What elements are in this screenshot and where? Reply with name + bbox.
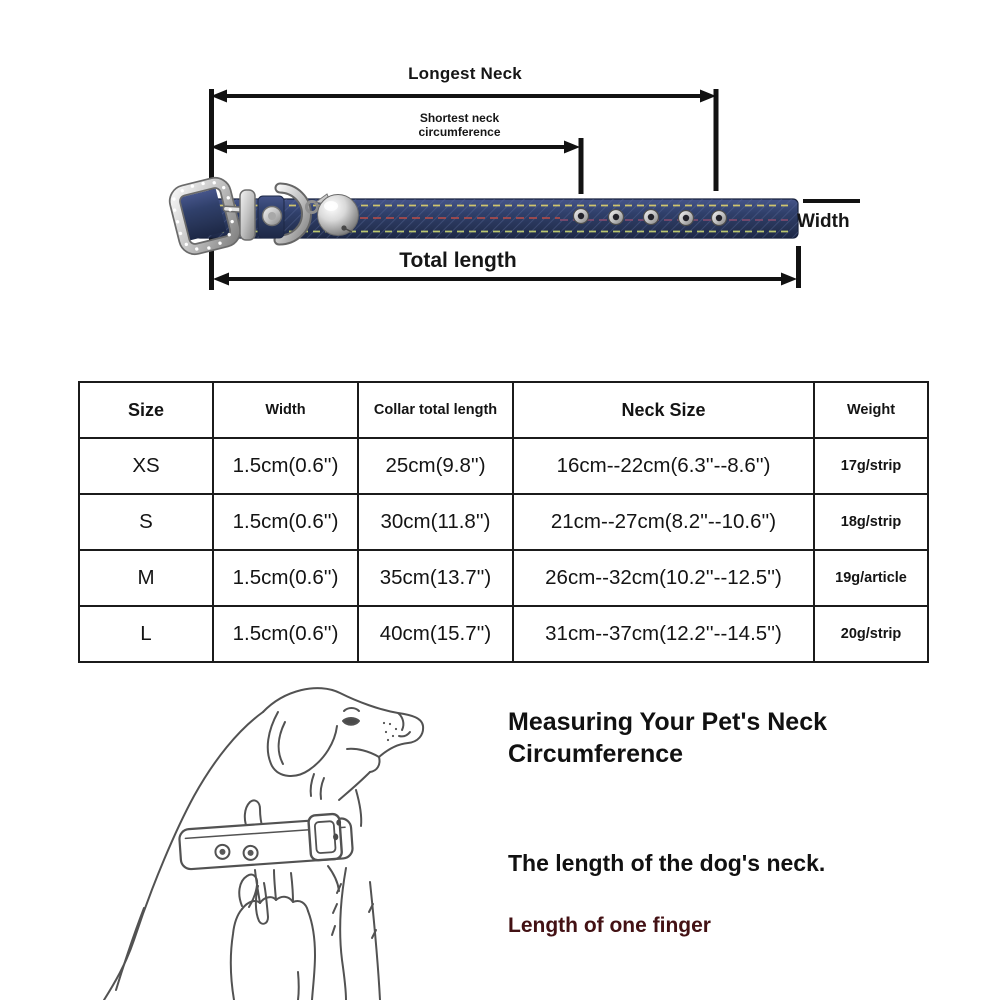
cell-length: 30cm(11.8'') (358, 494, 513, 550)
table-row-m (79, 550, 928, 606)
cell-width: 1.5cm(0.6'') (213, 550, 358, 606)
cell-neck: 21cm--27cm(8.2''--10.6'') (513, 494, 814, 550)
col-header-width: Width (213, 382, 358, 438)
shortest-neck-arrow (211, 141, 580, 154)
cell-width: 1.5cm(0.6'') (213, 438, 358, 494)
size-table (78, 381, 929, 663)
cell-weight: 20g/strip (814, 606, 928, 662)
dog-collar-band (178, 813, 353, 870)
cell-size: M (79, 550, 213, 606)
dog-eyebrow (344, 708, 359, 711)
cell-length: 35cm(13.7'') (358, 550, 513, 606)
cell-width: 1.5cm(0.6'') (213, 606, 358, 662)
cell-neck: 26cm--32cm(10.2''--12.5'') (513, 550, 814, 606)
cell-neck: 31cm--37cm(12.2''--14.5'') (513, 606, 814, 662)
cell-weight: 19g/article (814, 550, 928, 606)
longest-neck-label: Longest Neck (408, 64, 522, 83)
table-row-l (79, 606, 928, 662)
guide-title: Measuring Your Pet's Neck Circumference (508, 708, 828, 768)
col-header-weight: Weight (814, 382, 928, 438)
collar-strap-end (328, 866, 339, 891)
cell-length: 25cm(9.8'') (358, 438, 513, 494)
cell-width: 1.5cm(0.6'') (213, 494, 358, 550)
dog-chest-lines (332, 868, 380, 1000)
collar-buckle (168, 174, 250, 256)
collar-keeper (240, 190, 255, 240)
guide-neck-note: The length of the dog's neck. (508, 850, 826, 876)
col-header-size: Size (79, 382, 213, 438)
collar-measurement-diagram (0, 0, 1000, 345)
cell-size: S (79, 494, 213, 550)
shortest-neck-label-line2: circumference (418, 124, 501, 139)
cell-weight: 17g/strip (814, 438, 928, 494)
table-row-s (79, 494, 928, 550)
measuring-hand (231, 870, 315, 1000)
dog-measuring-illustration (88, 672, 494, 1000)
table-row-xs (79, 438, 928, 494)
total-length-arrow (213, 273, 797, 286)
collar-photo (168, 174, 798, 256)
collar-strap (195, 199, 798, 238)
col-header-neck: Neck Size (513, 382, 814, 438)
cell-weight: 18g/strip (814, 494, 928, 550)
muzzle-dots (383, 722, 397, 741)
dog-eye (343, 718, 359, 725)
total-length-label: Total length (399, 249, 517, 272)
shortest-neck-label (382, 112, 537, 139)
cell-size: L (79, 606, 213, 662)
longest-neck-arrow (211, 90, 716, 103)
cell-neck: 16cm--22cm(6.3''--8.6'') (513, 438, 814, 494)
size-table-header-row (79, 382, 928, 438)
width-label: Width (797, 211, 850, 232)
col-header-length: Collar total length (358, 382, 513, 438)
shortest-neck-label-line1: Shortest neck (419, 111, 500, 125)
guide-finger-note: Length of one finger (508, 914, 711, 937)
collar-band-buckle (308, 814, 343, 861)
cell-size: XS (79, 438, 213, 494)
cell-length: 40cm(15.7'') (358, 606, 513, 662)
